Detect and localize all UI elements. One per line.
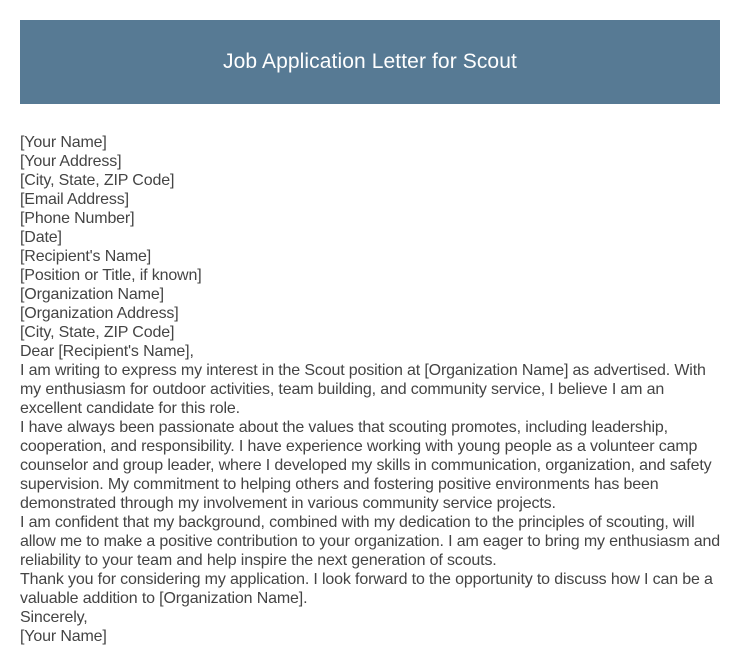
title-banner [20, 20, 720, 104]
sender-name: [Your Name] [20, 134, 107, 151]
paragraph-experience: I have always been passionate about the values that scouting promotes, including leadership, cooperation, and responsibility. I have experience working with young people as a volunteer camp counselor and group leader, where I developed my skills in communication, organization, and safety supervision. My commitment to helping others and fostering positive environments has been demonstrated through my involvement in various community service projects. [20, 419, 712, 512]
recipient-organization: [Organization Name] [20, 286, 164, 303]
recipient-name: [Recipient's Name] [20, 248, 152, 265]
recipient-city-state-zip: [City, State, ZIP Code] [20, 324, 175, 341]
letter-date: [Date] [20, 229, 62, 246]
paragraph-confidence: I am confident that my background, combined with my dedication to the principles of scouting, will allow me to make a positive contribution to your organization. I am eager to bring my enthusiasm and reliability to your team and help inspire the next generation of scouts. [20, 514, 721, 569]
closing: Sincerely, [20, 609, 88, 626]
paragraph-closing-thanks: Thank you for considering my application. I look forward to the opportunity to discuss how I can be a valuable addition to [Organization Name]. [20, 571, 713, 607]
salutation: Dear [Recipient's Name], [20, 343, 194, 360]
page-title: Job Application Letter for Scout [223, 50, 517, 73]
sender-city-state-zip: [City, State, ZIP Code] [20, 172, 175, 189]
letter-body [20, 133, 725, 646]
paragraph-intro: I am writing to express my interest in the Scout position at [Organization Name] as advertised. With my enthusiasm for outdoor activities, team building, and community service, I believe I am an excellent candidate for this role. [20, 362, 706, 417]
sender-phone: [Phone Number] [20, 210, 135, 227]
recipient-organization-address: [Organization Address] [20, 305, 179, 322]
sender-address: [Your Address] [20, 153, 122, 170]
sender-email: [Email Address] [20, 191, 129, 208]
signature: [Your Name] [20, 628, 107, 645]
recipient-position: [Position or Title, if known] [20, 267, 202, 284]
